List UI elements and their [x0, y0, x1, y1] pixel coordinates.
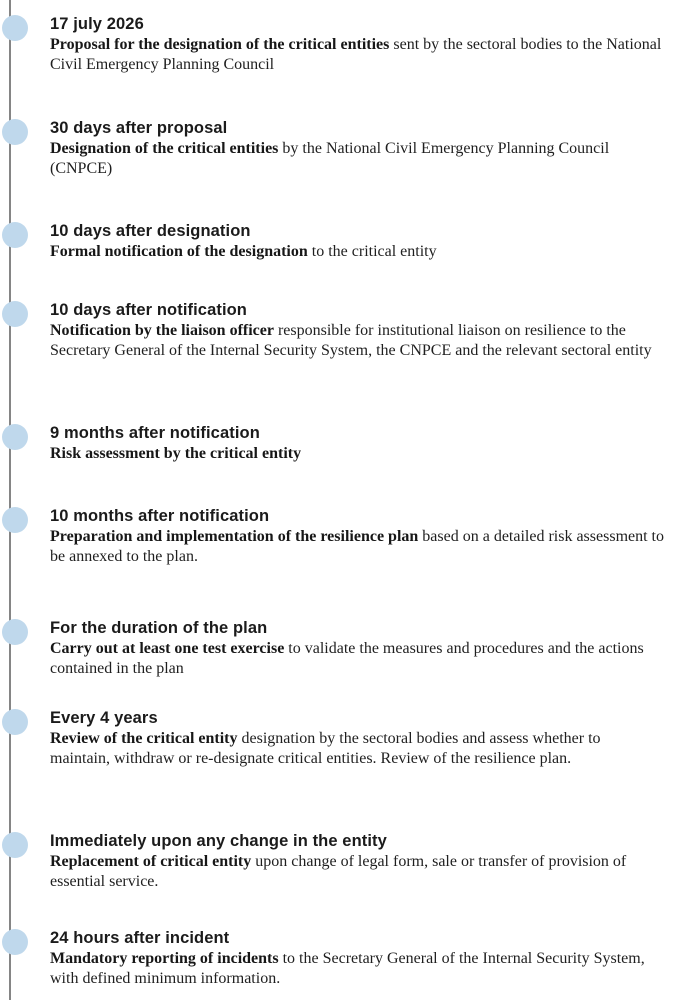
entry-heading: 24 hours after incident: [50, 929, 230, 947]
entry-body-lead: Risk assessment by the critical entity: [50, 445, 302, 462]
entry-body: [50, 444, 664, 464]
timeline-dot-icon: [2, 222, 28, 248]
timeline-entry: [0, 617, 686, 679]
timeline-dot-icon: [2, 832, 28, 858]
entry-text: [50, 830, 664, 892]
entry-heading: For the duration of the plan: [50, 619, 268, 637]
timeline-dot-icon: [2, 424, 28, 450]
entry-body-lead: Designation of the critical entities: [50, 140, 279, 157]
entry-body: [50, 527, 664, 567]
timeline-dot-icon: [2, 619, 28, 645]
timeline-dot-icon: [2, 929, 28, 955]
entry-body-lead: Notification by the liaison officer: [50, 322, 274, 339]
entry-heading: Every 4 years: [50, 709, 158, 727]
entry-body: [50, 321, 664, 361]
entry-heading: 17 july 2026: [50, 15, 144, 33]
timeline-entry: [0, 220, 686, 262]
timeline-dot-icon: [2, 507, 28, 533]
entry-text: [50, 505, 664, 567]
entry-heading: 10 days after designation: [50, 222, 251, 240]
timeline-entry: [0, 505, 686, 567]
entry-body-lead: Replacement of critical entity: [50, 853, 252, 870]
entry-body: [50, 729, 664, 769]
timeline-entry: [0, 707, 686, 769]
entry-heading: 30 days after proposal: [50, 119, 228, 137]
timeline-dot-icon: [2, 301, 28, 327]
entry-text: [50, 299, 664, 361]
entry-text: [50, 927, 664, 989]
entry-text: [50, 13, 664, 75]
entry-text: [50, 422, 664, 464]
entry-body: [50, 139, 664, 179]
timeline-entry: [0, 299, 686, 361]
entry-body-lead: Formal notification of the designation: [50, 243, 308, 260]
timeline-entry: [0, 830, 686, 892]
timeline-entry: [0, 117, 686, 179]
entry-body-rest: designation by the sectoral bodies and assess whether to maintain, withdraw or re-designate critical entities. Review of the resilience plan.: [50, 730, 601, 767]
entry-body-rest: to the critical entity: [307, 243, 437, 260]
entry-body-lead: Proposal for the designation of the critical entities: [50, 36, 390, 53]
entry-body-lead: Carry out at least one test exercise: [50, 640, 285, 657]
entry-heading: 10 months after notification: [50, 507, 270, 525]
timeline-dot-icon: [2, 119, 28, 145]
entry-body-rest: by the National Civil Emergency Planning Council (CNPCE): [50, 140, 610, 177]
entry-body: [50, 639, 664, 679]
entry-body-lead: Preparation and implementation of the resilience plan: [50, 528, 419, 545]
entry-body: [50, 949, 664, 989]
timeline-entry: [0, 13, 686, 75]
timeline-entry: [0, 927, 686, 989]
entry-body-rest: sent by the sectoral bodies to the National Civil Emergency Planning Council: [50, 36, 662, 73]
timeline-entry: [0, 422, 686, 464]
entry-body: [50, 35, 664, 75]
entry-text: [50, 617, 664, 679]
entry-body-lead: Review of the critical entity: [50, 730, 238, 747]
entry-heading: 10 days after notification: [50, 301, 247, 319]
entry-body: [50, 242, 664, 262]
entry-heading: 9 months after notification: [50, 424, 260, 442]
entry-heading: Immediately upon any change in the entity: [50, 832, 387, 850]
entry-body-lead: Mandatory reporting of incidents: [50, 950, 279, 967]
timeline-dot-icon: [2, 15, 28, 41]
entry-body-rest: upon change of legal form, sale or transfer of provision of essential service.: [50, 853, 627, 890]
entry-body-rest: based on a detailed risk assessment to be annexed to the plan.: [50, 528, 664, 565]
entry-text: [50, 707, 664, 769]
entry-body-rest: to the Secretary General of the Internal Security System, with defined minimum information.: [50, 950, 645, 987]
entry-text: [50, 117, 664, 179]
entry-text: [50, 220, 664, 262]
timeline-dot-icon: [2, 709, 28, 735]
entry-body-rest: responsible for institutional liaison on resilience to the Secretary General of the Internal Security System, the CNPCE and the relevant sectoral entity: [50, 322, 652, 359]
entry-body: [50, 852, 664, 892]
entry-body-rest: to validate the measures and procedures and the actions contained in the plan: [50, 640, 644, 677]
